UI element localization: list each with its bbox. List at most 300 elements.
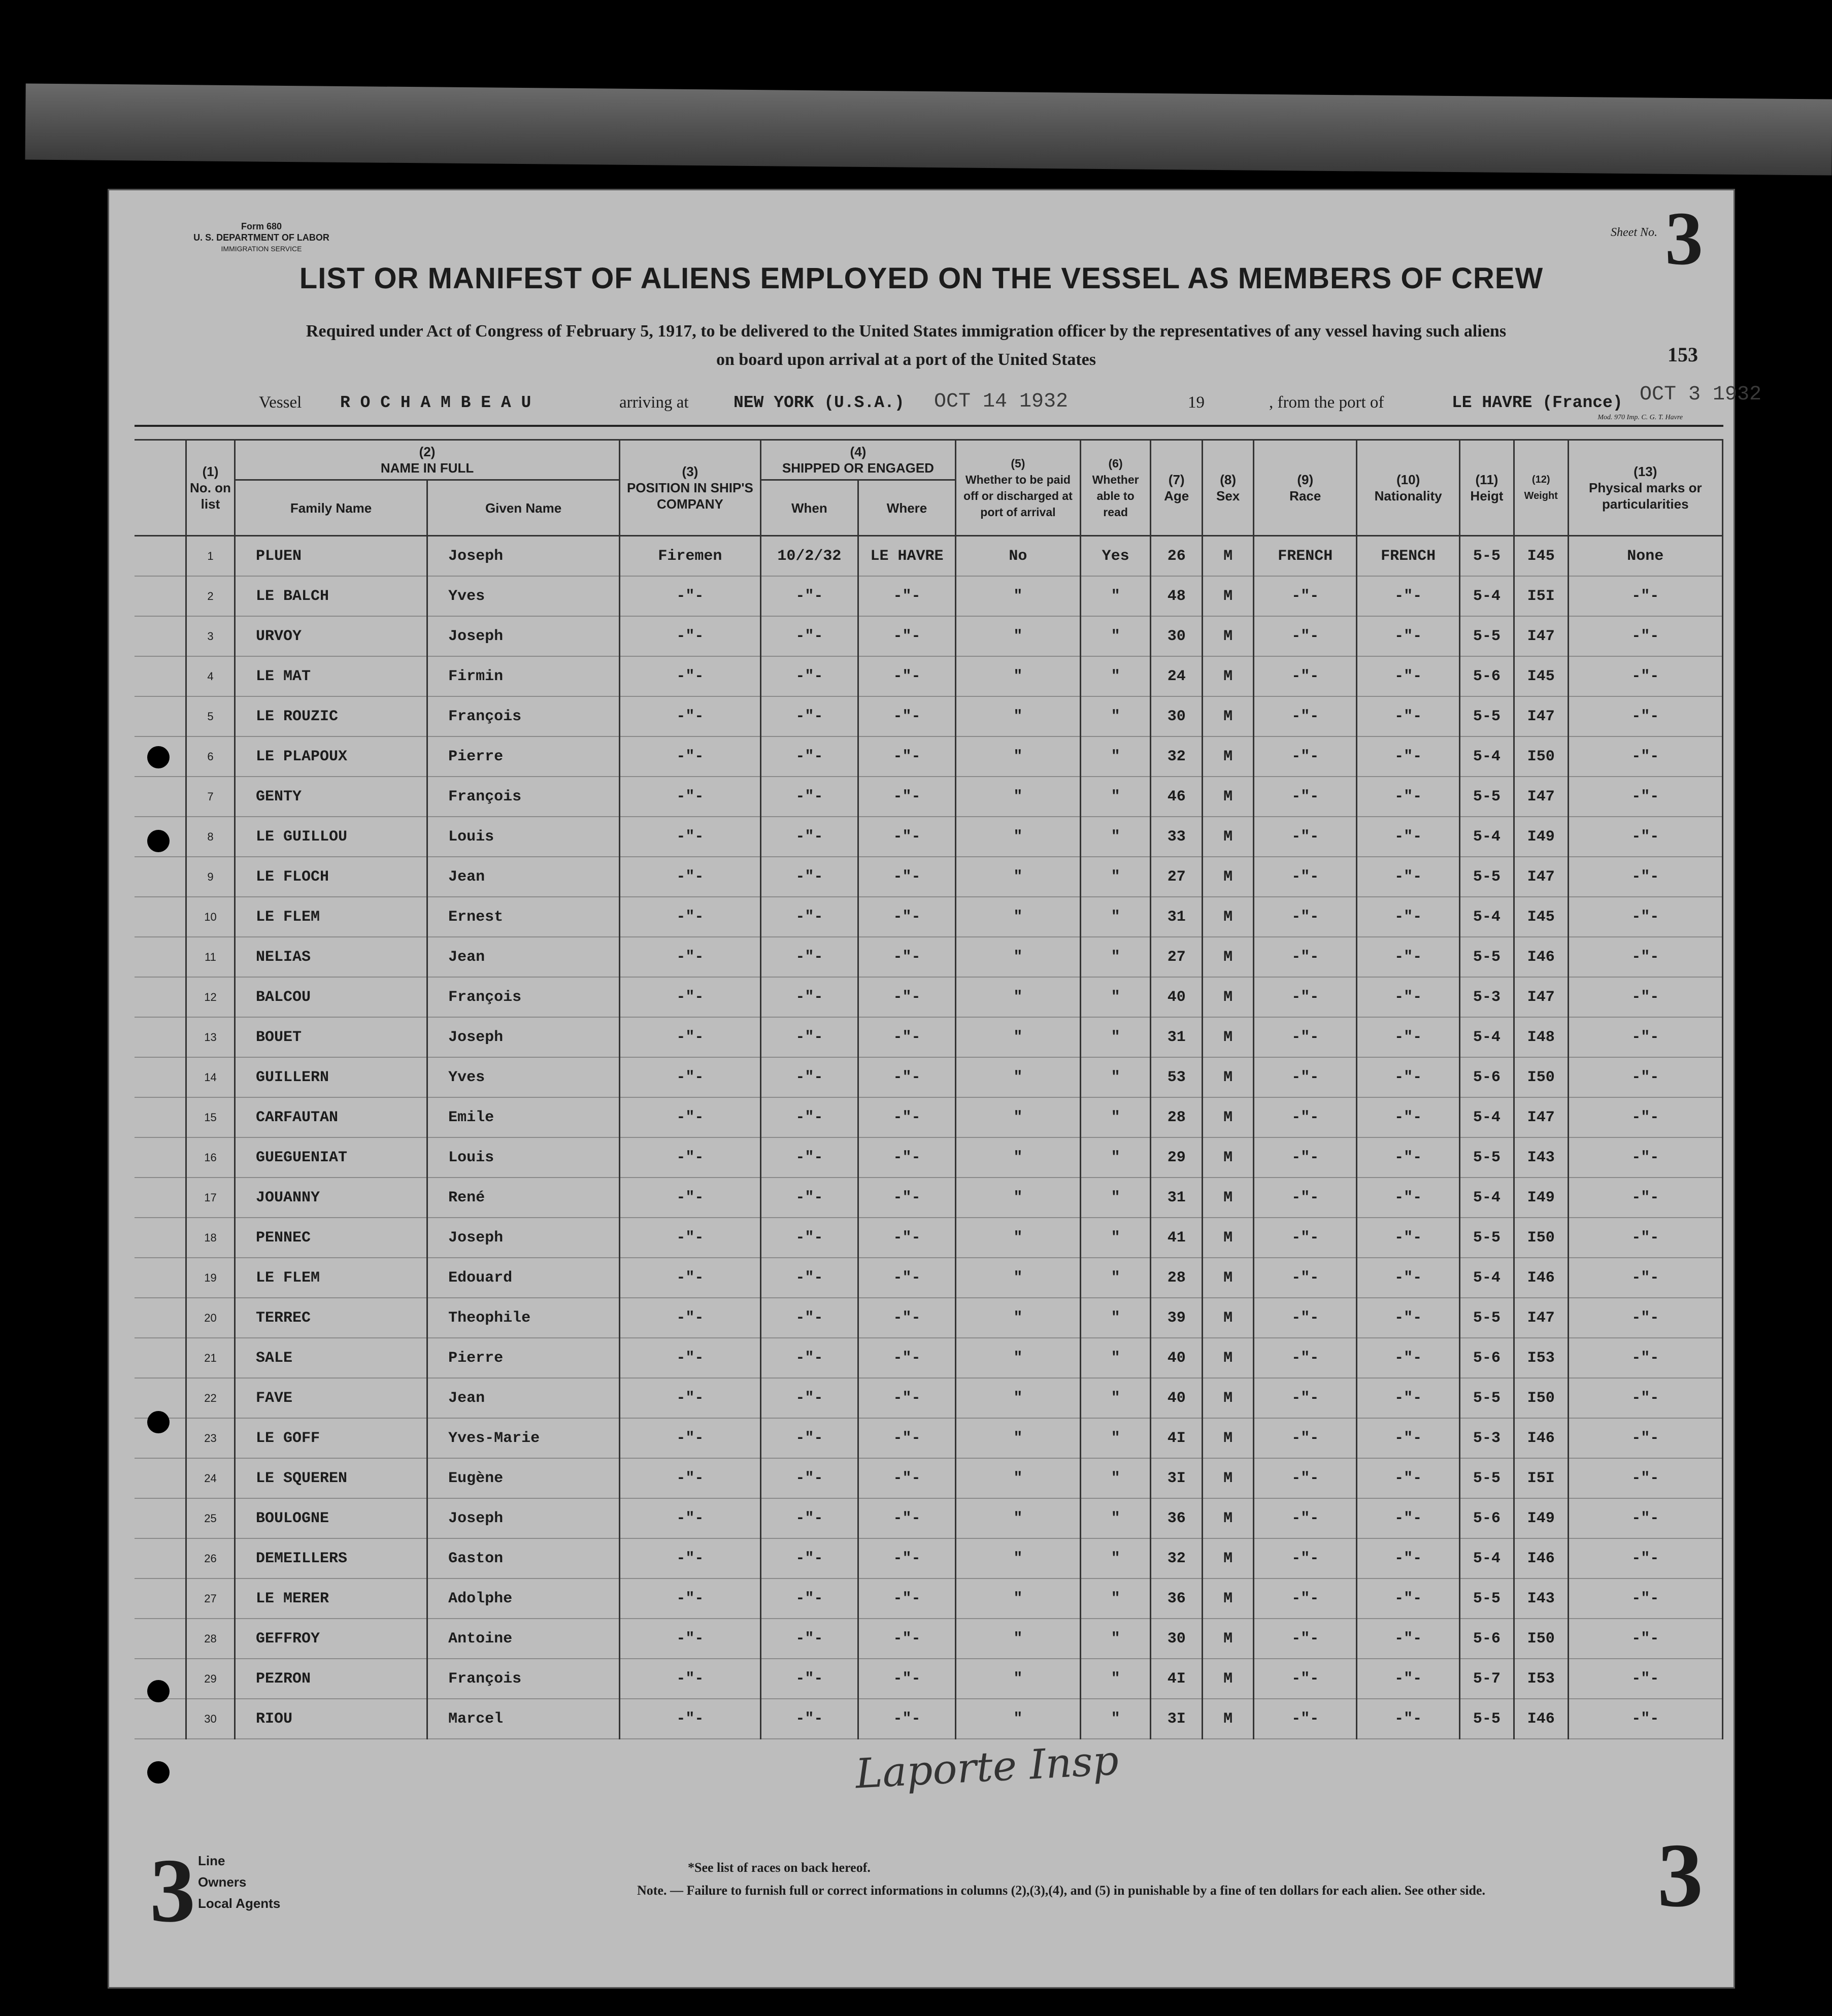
race-cell: -"- xyxy=(1254,1378,1357,1418)
family-name-cell: LE FLEM xyxy=(235,897,427,937)
nationality-cell: -"- xyxy=(1357,1458,1460,1498)
spacer-cell xyxy=(135,1178,186,1218)
spacer-cell xyxy=(135,656,186,696)
from-port-label: , from the port of xyxy=(1269,393,1384,412)
shipped-where-cell: -"- xyxy=(858,1578,955,1619)
race-cell: -"- xyxy=(1254,616,1357,656)
age-cell: 41 xyxy=(1151,1218,1202,1258)
col-9-label: Race xyxy=(1289,488,1321,503)
arriving-label: arriving at xyxy=(619,393,689,412)
height-cell: 5-6 xyxy=(1460,1338,1514,1378)
header-row-1 xyxy=(135,440,1723,480)
family-name-cell: CARFAUTAN xyxy=(235,1097,427,1137)
height-cell: 5-5 xyxy=(1460,616,1514,656)
spacer-cell xyxy=(135,897,186,937)
paid-off-cell: " xyxy=(956,977,1081,1017)
crew-row xyxy=(135,1418,1723,1458)
physical-marks-cell: -"- xyxy=(1568,937,1722,977)
height-cell: 5-5 xyxy=(1460,536,1514,577)
physical-marks-cell: -"- xyxy=(1568,1298,1722,1338)
shipped-when-cell: -"- xyxy=(760,977,858,1017)
sex-cell: M xyxy=(1202,777,1253,817)
sex-cell: M xyxy=(1202,1097,1253,1137)
weight-cell: I50 xyxy=(1514,1378,1568,1418)
physical-marks-cell: -"- xyxy=(1568,1057,1722,1097)
race-cell: -"- xyxy=(1254,1418,1357,1458)
shipped-when-cell: -"- xyxy=(760,1218,858,1258)
position-cell: -"- xyxy=(620,1218,761,1258)
list-number-cell: 6 xyxy=(186,736,235,777)
col-no-header xyxy=(186,440,235,536)
shipped-where-cell: -"- xyxy=(858,1338,955,1378)
printer-note: Mod. 970 Imp. C. G. T. Havre xyxy=(1597,414,1683,421)
height-cell: 5-4 xyxy=(1460,1178,1514,1218)
able-to-read-cell: " xyxy=(1080,1017,1151,1057)
given-name-cell: Joseph xyxy=(427,1218,620,1258)
height-cell: 5-4 xyxy=(1460,1017,1514,1057)
physical-marks-cell: -"- xyxy=(1568,1659,1722,1699)
crew-row xyxy=(135,817,1723,857)
given-name-cell: Pierre xyxy=(427,736,620,777)
nationality-cell: -"- xyxy=(1357,1338,1460,1378)
given-name-cell: Joseph xyxy=(427,1017,620,1057)
binder-hole xyxy=(147,1411,170,1433)
race-cell: -"- xyxy=(1254,1458,1357,1498)
physical-marks-cell: -"- xyxy=(1568,977,1722,1017)
spacer-cell xyxy=(135,1057,186,1097)
col-11-number: (11) xyxy=(1475,472,1498,487)
position-cell: -"- xyxy=(620,1458,761,1498)
paid-off-cell: " xyxy=(956,937,1081,977)
crew-row xyxy=(135,1298,1723,1338)
family-name-cell: LE BALCH xyxy=(235,576,427,616)
nationality-cell: -"- xyxy=(1357,1578,1460,1619)
race-cell: -"- xyxy=(1254,1498,1357,1538)
race-cell: -"- xyxy=(1254,817,1357,857)
shipped-when-cell: -"- xyxy=(760,1178,858,1218)
family-name-cell: GUEGUENIAT xyxy=(235,1137,427,1178)
spacer-cell xyxy=(135,1458,186,1498)
able-to-read-cell: " xyxy=(1080,817,1151,857)
age-cell: 40 xyxy=(1151,1378,1202,1418)
paid-off-cell: " xyxy=(956,616,1081,656)
paid-off-cell: " xyxy=(956,1378,1081,1418)
weight-cell: I45 xyxy=(1514,656,1568,696)
list-number-cell: 13 xyxy=(186,1017,235,1057)
shipped-where-cell: -"- xyxy=(858,817,955,857)
crew-row xyxy=(135,1218,1723,1258)
shipped-when-cell: -"- xyxy=(760,1659,858,1699)
family-name-cell: RIOU xyxy=(235,1699,427,1739)
shipped-when-cell: -"- xyxy=(760,1298,858,1338)
given-name-cell: Pierre xyxy=(427,1338,620,1378)
able-to-read-cell: " xyxy=(1080,1378,1151,1418)
paid-off-cell: " xyxy=(956,1017,1081,1057)
arriving-port: NEW YORK (U.S.A.) xyxy=(734,393,905,412)
nationality-cell: -"- xyxy=(1357,736,1460,777)
position-cell: -"- xyxy=(620,777,761,817)
col-position-header xyxy=(620,440,761,536)
list-number-cell: 12 xyxy=(186,977,235,1017)
position-cell: -"- xyxy=(620,1258,761,1298)
family-name-cell: PLUEN xyxy=(235,536,427,577)
nationality-cell: -"- xyxy=(1357,1097,1460,1137)
age-cell: 28 xyxy=(1151,1097,1202,1137)
age-cell: 27 xyxy=(1151,857,1202,897)
nationality-cell: -"- xyxy=(1357,777,1460,817)
line-label: Line xyxy=(198,1853,225,1868)
shipped-when-cell: -"- xyxy=(760,1017,858,1057)
height-cell: 5-5 xyxy=(1460,1578,1514,1619)
physical-marks-cell: -"- xyxy=(1568,1699,1722,1739)
height-cell: 5-4 xyxy=(1460,1258,1514,1298)
given-name-cell: Eugène xyxy=(427,1458,620,1498)
list-number-cell: 15 xyxy=(186,1097,235,1137)
given-name-cell: Jean xyxy=(427,937,620,977)
weight-cell: I46 xyxy=(1514,937,1568,977)
col-10-number: (10) xyxy=(1396,472,1420,487)
shipped-where-cell: -"- xyxy=(858,1659,955,1699)
position-cell: -"- xyxy=(620,857,761,897)
crew-row xyxy=(135,696,1723,736)
age-cell: 24 xyxy=(1151,656,1202,696)
physical-marks-cell: -"- xyxy=(1568,1378,1722,1418)
family-name-cell: LE FLEM xyxy=(235,1258,427,1298)
family-name-cell: LE GUILLOU xyxy=(235,817,427,857)
family-name-cell: LE FLOCH xyxy=(235,857,427,897)
weight-cell: I47 xyxy=(1514,777,1568,817)
age-cell: 53 xyxy=(1151,1057,1202,1097)
weight-cell: I47 xyxy=(1514,1097,1568,1137)
race-cell: -"- xyxy=(1254,1619,1357,1659)
family-name-cell: GEFFROY xyxy=(235,1619,427,1659)
paid-off-cell: " xyxy=(956,1218,1081,1258)
col-height-header xyxy=(1460,440,1514,536)
nationality-cell: -"- xyxy=(1357,616,1460,656)
spacer-cell xyxy=(135,1498,186,1538)
weight-cell: I47 xyxy=(1514,857,1568,897)
position-cell: -"- xyxy=(620,1178,761,1218)
physical-marks-cell: None xyxy=(1568,536,1722,577)
col-3-label: POSITION IN SHIP'S COMPANY xyxy=(626,480,753,512)
list-number-cell: 27 xyxy=(186,1578,235,1619)
list-number-cell: 22 xyxy=(186,1378,235,1418)
spacer-cell xyxy=(135,1017,186,1057)
col-weight-header xyxy=(1514,440,1568,536)
department-name: U. S. DEPARTMENT OF LABOR xyxy=(193,232,329,243)
list-number-cell: 7 xyxy=(186,777,235,817)
age-cell: 4I xyxy=(1151,1418,1202,1458)
weight-cell: I45 xyxy=(1514,536,1568,577)
position-cell: Firemen xyxy=(620,536,761,577)
weight-cell: I47 xyxy=(1514,696,1568,736)
height-cell: 5-4 xyxy=(1460,817,1514,857)
shipped-where-cell: -"- xyxy=(858,1538,955,1578)
crew-row xyxy=(135,576,1723,616)
shipped-when-cell: -"- xyxy=(760,1418,858,1458)
height-cell: 5-7 xyxy=(1460,1659,1514,1699)
list-number-cell: 29 xyxy=(186,1659,235,1699)
height-cell: 5-6 xyxy=(1460,656,1514,696)
col-3-number: (3) xyxy=(682,464,698,479)
given-name-cell: Adolphe xyxy=(427,1578,620,1619)
year-label: 19 xyxy=(1188,393,1205,412)
physical-marks-cell: -"- xyxy=(1568,576,1722,616)
paid-off-cell: " xyxy=(956,656,1081,696)
height-cell: 5-5 xyxy=(1460,857,1514,897)
nationality-cell: -"- xyxy=(1357,1298,1460,1338)
race-cell: -"- xyxy=(1254,1097,1357,1137)
height-cell: 5-5 xyxy=(1460,1298,1514,1338)
family-name-cell: PENNEC xyxy=(235,1218,427,1258)
spacer-cell xyxy=(135,1699,186,1739)
paid-off-cell: " xyxy=(956,576,1081,616)
list-number-cell: 3 xyxy=(186,616,235,656)
family-name-cell: BOULOGNE xyxy=(235,1498,427,1538)
race-cell: -"- xyxy=(1254,1338,1357,1378)
nationality-cell: -"- xyxy=(1357,1258,1460,1298)
nationality-cell: -"- xyxy=(1357,1418,1460,1458)
sex-cell: M xyxy=(1202,937,1253,977)
where-header: Where xyxy=(858,480,955,536)
col-13-number: (13) xyxy=(1634,464,1657,479)
able-to-read-cell: " xyxy=(1080,977,1151,1017)
race-cell: -"- xyxy=(1254,777,1357,817)
crew-row xyxy=(135,1378,1723,1418)
shipped-when-cell: -"- xyxy=(760,1097,858,1137)
col-12-number: (12) xyxy=(1531,474,1550,485)
crew-row xyxy=(135,1538,1723,1578)
given-name-cell: François xyxy=(427,977,620,1017)
shipped-where-cell: -"- xyxy=(858,576,955,616)
physical-marks-cell: -"- xyxy=(1568,656,1722,696)
nationality-cell: -"- xyxy=(1357,1619,1460,1659)
position-cell: -"- xyxy=(620,1057,761,1097)
height-cell: 5-4 xyxy=(1460,576,1514,616)
shipped-when-cell: -"- xyxy=(760,897,858,937)
height-cell: 5-5 xyxy=(1460,1699,1514,1739)
col-4-label: SHIPPED OR ENGAGED xyxy=(782,460,934,476)
paid-off-cell: " xyxy=(956,1178,1081,1218)
weight-cell: I50 xyxy=(1514,1218,1568,1258)
col-marks-header xyxy=(1568,440,1722,536)
nationality-cell: -"- xyxy=(1357,1017,1460,1057)
nationality-cell: -"- xyxy=(1357,857,1460,897)
able-to-read-cell: " xyxy=(1080,1458,1151,1498)
spacer-cell xyxy=(135,857,186,897)
list-number-cell: 19 xyxy=(186,1258,235,1298)
physical-marks-cell: -"- xyxy=(1568,1218,1722,1258)
list-number-cell: 10 xyxy=(186,897,235,937)
age-cell: 46 xyxy=(1151,777,1202,817)
shipped-when-cell: -"- xyxy=(760,736,858,777)
sex-cell: M xyxy=(1202,1578,1253,1619)
crew-table-body xyxy=(135,536,1723,1739)
sex-cell: M xyxy=(1202,1699,1253,1739)
sex-cell: M xyxy=(1202,1619,1253,1659)
weight-cell: I50 xyxy=(1514,1057,1568,1097)
shipped-where-cell: -"- xyxy=(858,736,955,777)
physical-marks-cell: -"- xyxy=(1568,1017,1722,1057)
given-name-cell: Yves xyxy=(427,1057,620,1097)
form-header xyxy=(165,221,358,254)
shipped-when-cell: -"- xyxy=(760,937,858,977)
col-4-number: (4) xyxy=(850,444,867,459)
age-cell: 28 xyxy=(1151,1258,1202,1298)
col-sex-header xyxy=(1202,440,1253,536)
col-race-header xyxy=(1254,440,1357,536)
weight-cell: I47 xyxy=(1514,1298,1568,1338)
position-cell: -"- xyxy=(620,1097,761,1137)
race-cell: -"- xyxy=(1254,937,1357,977)
crew-row xyxy=(135,777,1723,817)
position-cell: -"- xyxy=(620,1418,761,1458)
shipped-where-cell: -"- xyxy=(858,656,955,696)
list-number-cell: 17 xyxy=(186,1178,235,1218)
manifest-page xyxy=(109,190,1762,1987)
sheet-number: 3 xyxy=(1665,196,1703,281)
race-cell: -"- xyxy=(1254,1578,1357,1619)
family-name-cell: PEZRON xyxy=(235,1659,427,1699)
shipped-when-cell: 10/2/32 xyxy=(760,536,858,577)
film-edge-strip xyxy=(25,83,1832,175)
paid-off-cell: " xyxy=(956,696,1081,736)
race-cell: -"- xyxy=(1254,656,1357,696)
physical-marks-cell: -"- xyxy=(1568,1458,1722,1498)
height-cell: 5-5 xyxy=(1460,1378,1514,1418)
age-cell: 29 xyxy=(1151,1137,1202,1178)
race-cell: -"- xyxy=(1254,897,1357,937)
weight-cell: I47 xyxy=(1514,977,1568,1017)
col-5-label: Whether to be paid off or discharged at port of arrival xyxy=(963,473,1073,519)
race-cell: -"- xyxy=(1254,696,1357,736)
race-cell: FRENCH xyxy=(1254,536,1357,577)
physical-marks-cell: -"- xyxy=(1568,897,1722,937)
physical-marks-cell: -"- xyxy=(1568,1137,1722,1178)
race-cell: -"- xyxy=(1254,736,1357,777)
family-name-header: Family Name xyxy=(235,480,427,536)
nationality-cell: -"- xyxy=(1357,977,1460,1017)
physical-marks-cell: -"- xyxy=(1568,1097,1722,1137)
spacer-cell xyxy=(135,1258,186,1298)
paid-off-cell: " xyxy=(956,1418,1081,1458)
physical-marks-cell: -"- xyxy=(1568,696,1722,736)
spacer-cell xyxy=(135,1338,186,1378)
sex-cell: M xyxy=(1202,1137,1253,1178)
able-to-read-cell: Yes xyxy=(1080,536,1151,577)
col-7-number: (7) xyxy=(1168,472,1185,487)
height-cell: 5-4 xyxy=(1460,1538,1514,1578)
able-to-read-cell: " xyxy=(1080,1298,1151,1338)
able-to-read-cell: " xyxy=(1080,1178,1151,1218)
sex-cell: M xyxy=(1202,1178,1253,1218)
given-name-cell: Antoine xyxy=(427,1619,620,1659)
list-number-cell: 14 xyxy=(186,1057,235,1097)
age-cell: 36 xyxy=(1151,1578,1202,1619)
paid-off-cell: " xyxy=(956,1057,1081,1097)
crew-row xyxy=(135,736,1723,777)
binder-hole xyxy=(147,746,170,768)
height-cell: 5-6 xyxy=(1460,1498,1514,1538)
shipped-where-cell: -"- xyxy=(858,937,955,977)
list-number-cell: 8 xyxy=(186,817,235,857)
penalty-note: Note. — Failure to furnish full or correct informations in columns (2),(3),(4), and (5) in punishable by a fine of ten dollars for each alien. See other side. xyxy=(637,1883,1485,1898)
sex-cell: M xyxy=(1202,1298,1253,1338)
weight-cell: I46 xyxy=(1514,1258,1568,1298)
list-number-cell: 24 xyxy=(186,1458,235,1498)
list-number-cell: 16 xyxy=(186,1137,235,1178)
given-name-cell: René xyxy=(427,1178,620,1218)
nationality-cell: -"- xyxy=(1357,1538,1460,1578)
physical-marks-cell: -"- xyxy=(1568,817,1722,857)
able-to-read-cell: " xyxy=(1080,1578,1151,1619)
age-cell: 27 xyxy=(1151,937,1202,977)
spacer-cell xyxy=(135,1097,186,1137)
footer-number-left: 3 xyxy=(150,1840,195,1941)
able-to-read-cell: " xyxy=(1080,1498,1151,1538)
shipped-where-cell: -"- xyxy=(858,1258,955,1298)
given-name-cell: François xyxy=(427,696,620,736)
physical-marks-cell: -"- xyxy=(1568,616,1722,656)
col-read-header xyxy=(1080,440,1151,536)
spacer-cell xyxy=(135,1218,186,1258)
crew-row xyxy=(135,1258,1723,1298)
paid-off-cell: " xyxy=(956,857,1081,897)
crew-row xyxy=(135,977,1723,1017)
paid-off-cell: " xyxy=(956,1578,1081,1619)
nationality-cell: -"- xyxy=(1357,1699,1460,1739)
given-name-cell: Emile xyxy=(427,1097,620,1137)
crew-row xyxy=(135,1699,1723,1739)
physical-marks-cell: -"- xyxy=(1568,1619,1722,1659)
height-cell: 5-4 xyxy=(1460,736,1514,777)
position-cell: -"- xyxy=(620,1137,761,1178)
shipped-where-cell: -"- xyxy=(858,1498,955,1538)
paid-off-cell: " xyxy=(956,1137,1081,1178)
spacer-cell xyxy=(135,616,186,656)
binder-hole xyxy=(147,1680,170,1702)
position-cell: -"- xyxy=(620,937,761,977)
position-cell: -"- xyxy=(620,696,761,736)
physical-marks-cell: -"- xyxy=(1568,1538,1722,1578)
paid-off-cell: " xyxy=(956,1538,1081,1578)
weight-cell: I47 xyxy=(1514,616,1568,656)
list-number-cell: 21 xyxy=(186,1338,235,1378)
family-name-cell: JOUANNY xyxy=(235,1178,427,1218)
able-to-read-cell: " xyxy=(1080,1699,1151,1739)
crew-row xyxy=(135,857,1723,897)
age-cell: 3I xyxy=(1151,1458,1202,1498)
shipped-when-cell: -"- xyxy=(760,1619,858,1659)
family-name-cell: LE SQUEREN xyxy=(235,1458,427,1498)
shipped-when-cell: -"- xyxy=(760,1378,858,1418)
race-cell: -"- xyxy=(1254,1137,1357,1178)
shipped-where-cell: -"- xyxy=(858,1097,955,1137)
sex-cell: M xyxy=(1202,897,1253,937)
crew-row xyxy=(135,1578,1723,1619)
able-to-read-cell: " xyxy=(1080,857,1151,897)
weight-cell: I46 xyxy=(1514,1538,1568,1578)
shipped-when-cell: -"- xyxy=(760,857,858,897)
page-count: 153 xyxy=(1668,343,1698,366)
paid-off-cell: " xyxy=(956,1097,1081,1137)
shipped-where-cell: -"- xyxy=(858,1699,955,1739)
position-cell: -"- xyxy=(620,1619,761,1659)
sex-cell: M xyxy=(1202,656,1253,696)
col-9-number: (9) xyxy=(1297,472,1314,487)
crew-row xyxy=(135,1619,1723,1659)
family-name-cell: TERREC xyxy=(235,1298,427,1338)
